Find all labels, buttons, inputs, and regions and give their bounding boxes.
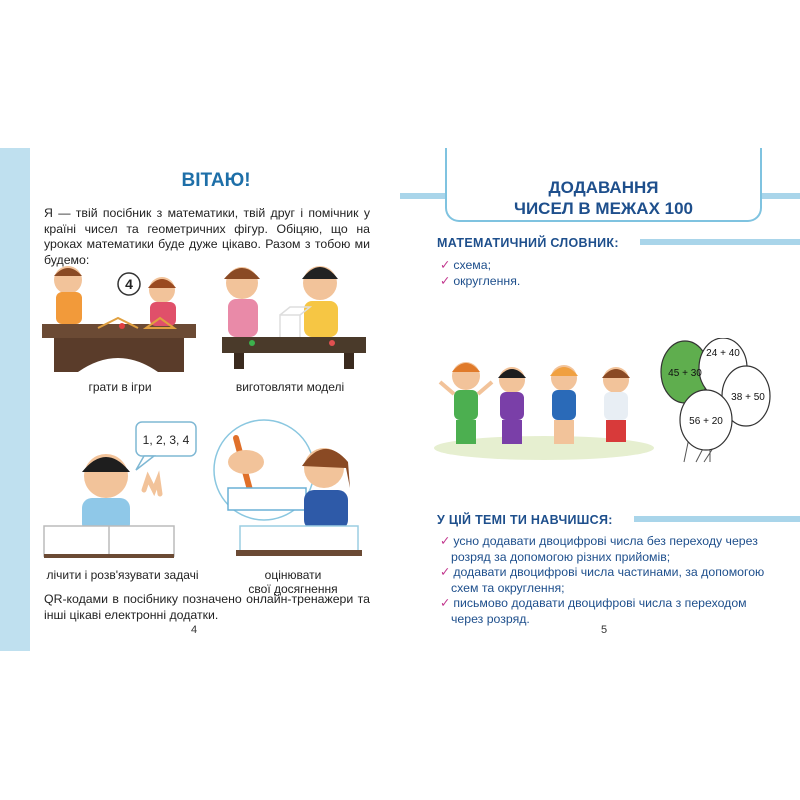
learn-title: У ЦІЙ ТЕМІ ТИ НАВЧИШСЯ:: [437, 513, 613, 527]
kids-playing-games-illustration: [38, 262, 200, 374]
intro-text: Я — твій посібник з математики, твій друг і помічник у країні чисел та геометричних фігур. Обіцяю, що на уроках математики буде дуже цікаво. Разом з тобою ми будемо:: [44, 206, 370, 267]
girl-self-assessment-illustration: [206, 418, 370, 564]
balloon-label: 45 + 30: [668, 368, 702, 379]
check-icon: ✓: [440, 534, 451, 548]
balloon-label: 24 + 40: [706, 348, 740, 359]
activity-caption-counting: лічити і розв'язувати задачі: [46, 568, 199, 582]
kids-making-models-illustration: [212, 255, 370, 373]
kid-figure: [498, 367, 526, 444]
balloon-label: 38 + 50: [731, 392, 765, 403]
learn-item: ✓ усно додавати двоцифрові числа без переходу через розряд за допомогою різних прийомів;: [440, 534, 758, 564]
learn-item: ✓ додавати двоцифрові числа частинами, за допомогою схем та округлення;: [440, 565, 765, 595]
dictionary-item: ✓ схема;: [440, 258, 492, 272]
speech-bubble-text: 1, 2, 3, 4: [142, 433, 190, 447]
left-page-title: ВІТАЮ!: [181, 170, 251, 191]
activity-caption-models: виготовляти моделі: [235, 380, 345, 394]
page-number-right: 5: [601, 624, 608, 636]
activity-caption-games: грати в ігри: [88, 380, 152, 394]
check-icon: ✓: [440, 565, 451, 579]
learn-item: ✓ письмово додавати двоцифрові числа з переходом через розряд.: [440, 596, 747, 626]
kid-figure: [602, 367, 630, 442]
topic-title-line1: ДОДАВАННЯ: [548, 178, 659, 197]
topic-title-line2: ЧИСЕЛ В МЕЖАХ 100: [514, 199, 693, 218]
dictionary-list: [440, 258, 520, 289]
topic-title: [445, 177, 762, 219]
learn-bar: [634, 516, 800, 522]
check-icon: ✓: [440, 596, 451, 610]
kid-figure: [440, 362, 492, 444]
kids-with-balloons-illustration: [434, 338, 778, 464]
assessment-caption-line1: оцінювати: [264, 568, 322, 582]
check-icon: ✓: [440, 258, 451, 272]
qr-footer-text: QR-кодами в посібнику позначено онлайн-тренажери та інші цікаві електронні додатки.: [44, 592, 370, 622]
kid-figure: [550, 365, 578, 444]
number-circle-value: 4: [125, 276, 133, 292]
dictionary-bar: [640, 239, 800, 245]
left-side-bar: [0, 148, 30, 651]
balloon-label: 56 + 20: [689, 416, 723, 427]
dictionary-item: ✓ округлення.: [440, 273, 521, 288]
assessment-caption-line2: свої досягнення: [248, 582, 338, 596]
check-icon: ✓: [440, 273, 451, 288]
dictionary-title: МАТЕМАТИЧНИЙ СЛОВНИК:: [437, 236, 619, 250]
page-number-left: 4: [191, 624, 198, 636]
boy-counting-illustration: [40, 418, 200, 560]
learn-list: [440, 534, 780, 627]
